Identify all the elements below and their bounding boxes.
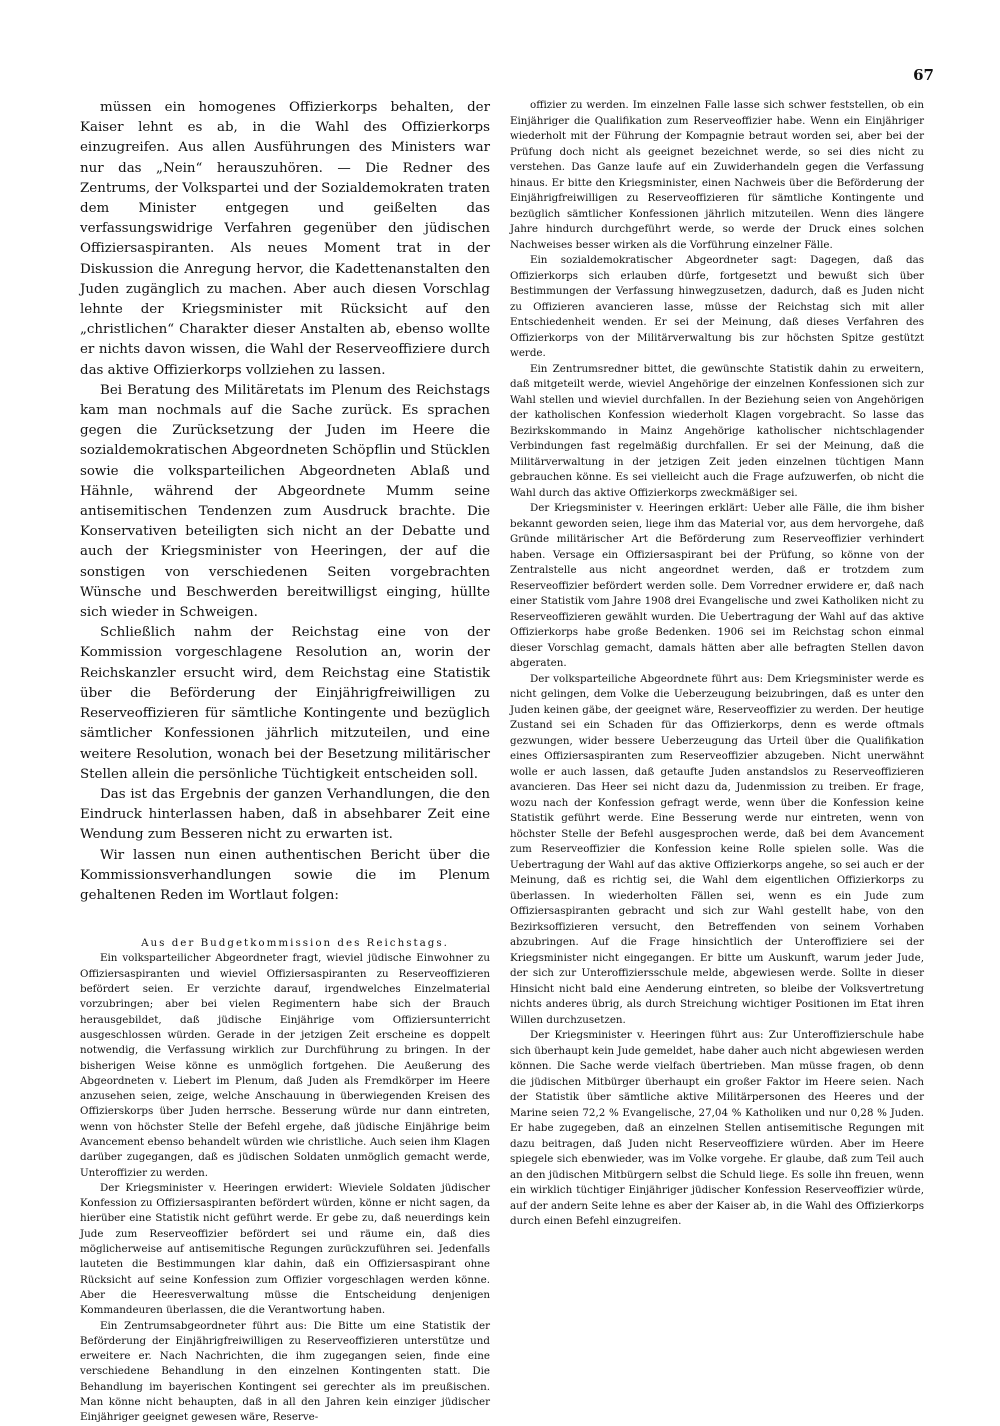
paragraph: Der Kriegsminister v. Heeringen erklärt: Ueber alle Fälle, die ihm bisher bekannt geworden seien, liege ihm das Material vor, aus dem hervorgehe, daß Gründe militärischer Art die Beförderung zum Reserveoffizier verhindert haben. Versage ein Offiziersaspirant bei der Prüfung, so könne von der Zentralstelle aus nicht angeordnet werden, daß er trotzdem zum Reserveoffizier befördert werden solle. Dem Vorredner erwidere er, daß nach einer Statistik vom Jahre 1908 drei Evangelische und zwei Katholiken nicht zu Reserveoffizieren gewählt wurden. Die Uebertragung der Wahl auf das aktive Offizierkorps habe große Bedenken. 1906 sei im Reichstag schon einmal dieser Vorschlag gemacht, damals hätten aber alle befragten Stellen davon abgeraten.	[510, 502, 924, 669]
intro-text-block	[80, 98, 490, 906]
right-column	[510, 98, 924, 1230]
paragraph: Der Kriegsminister v. Heeringen erwidert: Wieviele Soldaten jüdischer Konfession zu Offiziersaspiranten befördert würden, könne er nicht sagen, da hierüber eine Statistik nicht geführt werde. Er gebe zu, daß neuerdings kein Jude zum Reserveoffizier befördert sei und räume ein, daß dies möglicherweise auf antisemitische Regungen zurückzuführen sei. Jedenfalls lauteten die Bestimmungen klar dahin, daß ein Offiziersaspirant ohne Rücksicht auf seine Konfession zum Offizier vorgeschlagen werden könne. Aber die Heeresverwaltung müsse die Entscheidung denjenigen Kommandeuren überlassen, die die Verantwortung haben.	[80, 1181, 490, 1317]
left-column	[80, 98, 490, 1426]
paragraph: müssen ein homogenes Offizierkorps behalten, der Kaiser lehnt es ab, in die Wahl des Offizierkorps einzugreifen. Aus allen Ausführungen des Ministers war nur das „Nein“ herauszuhören. — Die Redner des Zentrums, der Volkspartei und der Sozialdemokraten traten dem Minister entgegen und geißelten das verfassungswidrige Verfahren gegenüber den jüdischen Offiziersaspiranten. Als neues Moment trat in der Diskussion die Anregung hervor, die Kadettenanstalten den Juden zugänglich zu machen. Aber auch diesen Vorschlag lehnte der Kriegsminister mit Rücksicht auf den „christlichen“ Charakter dieser Anstalten ab, ebenso wollte er nichts davon wissen, die Wahl der Reserveoffiziere durch das aktive Offizierkorps vollziehen zu lassen.	[80, 100, 490, 378]
paragraph: Bei Beratung des Militäretats im Plenum des Reichstags kam man nochmals auf die Sache zurück. Es sprachen gegen die Zurücksetzung der Juden im Heere die sozialdemokratischen Abgeordneten Schöpflin und Stücklen sowie die volksparteilichen Abgeordneten Ablaß und Hähnle, während der Abgeordnete Mumm seine antisemitischen Tendenzen zum Ausdruck brachte. Die Konservativen beteiligten sich nicht an der Debatte und auch der Kriegsminister von Heeringen, der auf die sonstigen von verschiedenen Seiten vorgebrachten Wünsche und Beschwerden bereitwilligst einging, hüllte sich wieder in Schweigen.	[80, 382, 490, 621]
paragraph: Das ist das Ergebnis der ganzen Verhandlungen, die den Eindruck hinterlassen haben, daß in absehbarer Zeit eine Wendung zum Besseren nicht zu erwarten ist.	[80, 786, 490, 843]
paragraph: Ein volksparteilicher Abgeordneter fragt, wieviel jüdische Einwohner zu Offiziersaspiranten und wieviel Offiziersaspiranten zu Reserveoffizieren befördert seien. Er verzichte darauf, irgendwelches Einzelmaterial vorzubringen; aber bei vielen Regimentern habe sich der Brauch herausgebildet, daß jüdische Einjährige vom Offiziersunterricht ausgeschlossen würden. Gerade in der jetzigen Zeit erscheine es doppelt notwendig, die Verfassung wirklich zur Durchführung zu bringen. In der bisherigen Weise könne es unmöglich fortgehen. Die Aeußerung des Abgeordneten v. Liebert im Plenum, daß Juden als Fremdkörper im Heere anzusehen seien, zeige, welche Anschauung in überwiegenden Kreisen des Offizierskorps über Juden herrsche. Besserung würde nur dann eintreten, wenn von höchster Stelle der Befehl ergehe, daß jüdische Einjährige beim Avancement ebenso behandelt würden wie christliche. Auch seien ihm Klagen darüber zugegangen, daß es jüdischen Soldaten unmöglich gemacht werde, Unteroffizier zu werden.	[80, 952, 490, 1179]
paragraph: Wir lassen nun einen authentischen Bericht über die Kommissionsverhandlungen sowie die im Plenum gehaltenen Reden im Wortlaut folgen:	[80, 847, 490, 903]
paragraph: Ein sozialdemokratischer Abgeordneter sagt: Dagegen, daß das Offizierkorps sich erlauben dürfe, fortgesetzt und bewußt sich über Bestimmungen der Verfassung hinwegzusetzen, dadurch, daß es Juden nicht zu Offizieren avancieren lasse, müsse der Reichstag sich mit aller Entschiedenheit wenden. Er sei der Meinung, daß dieses Verfahren des Offizierkorps von der Militärverwaltung bis zur höchsten Spitze gestützt werde.	[510, 254, 924, 359]
paragraph: Ein Zentrumsredner bittet, die gewünschte Statistik dahin zu erweitern, daß mitgeteilt werde, wieviel Angehörige der einzelnen Konfessionen sich zur Wahl stellen und wieviel durchfallen. In der Beziehung seien von Angehörigen der katholischen Konfession wiederholt Klagen vorgebracht. So lasse das Bezirkskommando in Mainz Angehörige katholischer nichtschlagender Verbindungen fast regelmäßig durchfallen. Er sei der Meinung, daß die Militärverwaltung in der jetzigen Zeit jeden einzelnen tüchtigen Mann gebrauchen könne. Es sei vielleicht auch die Frage aufzuwerfen, ob nicht die Wahl durch das aktive Offizierkorps zweckmäßiger sei.	[510, 362, 924, 499]
paragraph: offizier zu werden. Im einzelnen Falle lasse sich schwer feststellen, ob ein Einjähriger die Qualifikation zum Reserveoffizier habe. Wenn ein Einjähriger wiederholt mit der Führung der Kompagnie betraut worden sei, aber bei der Prüfung doch nicht als geeignet bezeichnet werde, so sei dies nicht zu verstehen. Das Ganze laufe auf ein Zuwiderhandeln gegen die Verfassung hinaus. Er bitte den Kriegsminister, einen Nachweis über die Beförderung der Einjährigfreiwilligen zu Reserveoffizieren für sämtliche Kontingente und bezüglich sämtlicher Konfessionen jährlich mitzuteilen. Wenn dies längere Jahre hindurch durchgeführt werde, so werde der Druck eines solchen Nachweises besser wirken als die Vorführung einzelner Fälle.	[510, 99, 924, 251]
paragraph: Ein Zentrumsabgeordneter führt aus: Die Bitte um eine Statistik der Beförderung der Einjährigfreiwilligen zu Reserveoffizieren unterstütze und erweitere er. Nach Nachrichten, die ihm zugegangen seien, finde eine verschiedene Behandlung in den einzelnen Kontingenten statt. Die Behandlung im bayerischen Kontingent sei gerechter als im preußischen. Man könne nicht behaupten, daß in all den Jahren kein einziger jüdischer Einjähriger geeignet gewesen wäre, Reserve-	[80, 1319, 490, 1424]
commission-report	[80, 936, 490, 1426]
paragraph: Schließlich nahm der Reichstag eine von der Kommission vorgeschlagene Resolution an, worin der Reichskanzler ersucht wird, dem Reichstag eine Statistik über die Beförderung der Einjährigfreiwilligen zu Reserveoffizieren für sämtliche Kontingente und bezüglich sämtlicher Konfessionen jährlich mitzuteilen, und eine weitere Resolution, wonach bei der Besetzung militärischer Stellen allein die persönliche Tüchtigkeit entscheiden soll.	[80, 625, 490, 782]
page-number: 67	[913, 66, 934, 84]
section-heading: Aus der Budgetkommission des Reichstags.	[141, 937, 449, 950]
paragraph: Der volksparteiliche Abgeordnete führt aus: Dem Kriegsminister werde es nicht gelingen, dem Volke die Ueberzeugung beizubringen, daß es unter den Juden keinen gäbe, der geeignet wäre, Reserveoffizier zu werden. Der heutige Zustand sei ein Schaden für das Offizierkorps, denn es werde oftmals gezwungen, wider bessere Ueberzeugung das Urteil über die Qualifikation eines Offiziersaspiranten zum Reserveoffizier abzugeben. Nicht unerwähnt wolle er auch lassen, daß getaufte Juden anstandslos zu Reserveoffizieren avancieren. Das Heer sei nicht dazu da, Judenmission zu treiben. Er frage, wozu nach der Konfession gefragt werde, wenn über die Konfession keine Statistik geführt werde. Eine Besserung werde nur eintreten, wenn von höchster Stelle der Befehl ausgesprochen werde, daß bei dem Avancement zum Reserveoffizier die Konfession keine Rolle spielen solle. Was die Uebertragung der Wahl auf das aktive Offizierkorps angehe, so sei auch er der Meinung, daß es richtig sei, die Wahl dem eigentlichen Offizierkorps zu überlassen. In wiederholten Fällen sei, wenn es ein Jude zum Offiziersaspiranten gebracht und sich zur Wahl gestellt habe, von den Bezirksoffizieren versucht, den Betreffenden von seinem Vorhaben abzubringen. Auf die Frage hinsichtlich der Unteroffiziere sei der Kriegsminister nicht eingegangen. Er bitte um Auskunft, warum jeder Jude, der sich zur Unteroffiziersschule melde, abgewiesen werde. Sollte in dieser Hinsicht nicht bald eine Aenderung eintreten, so bleibe der Volksvertretung nichts anderes übrig, als durch Streichung wichtiger Positionen im Etat ihren Willen durchzusetzen.	[510, 672, 924, 1026]
paragraph: Der Kriegsminister v. Heeringen führt aus: Zur Unteroffizierschule habe sich überhaupt kein Jude gemeldet, habe daher auch nicht abgewiesen werden können. Die Sache werde vielfach übertrieben. Man müsse fragen, ob denn die jüdischen Mitbürger überhaupt ein großer Faktor im Heere seien. Nach der Statistik über sämtliche aktive Militärpersonen des Heeres und der Marine seien 72,2 % Evangelische, 27,04 % Katholiken und nur 0,28 % Juden. Er habe zugegeben, daß an einzelnen Stellen antisemitische Regungen mit dazu beitragen, daß Juden nicht Reserveoffiziere würden. Aber im Heere spiegele sich ebenwieder, was im Volke vorgehe. Er glaube, daß zum Teil auch an den jüdischen Mitbürgern selbst die Schuld liege. Es solle ihn freuen, wenn ein wirklich tüchtiger Einjähriger jüdischer Konfession Reserveoffizier würde, auf der andern Seite lehne es aber der Kaiser ab, in die Wahl des Offizierkorps durch einen Befehl einzugreifen.	[510, 1029, 924, 1227]
